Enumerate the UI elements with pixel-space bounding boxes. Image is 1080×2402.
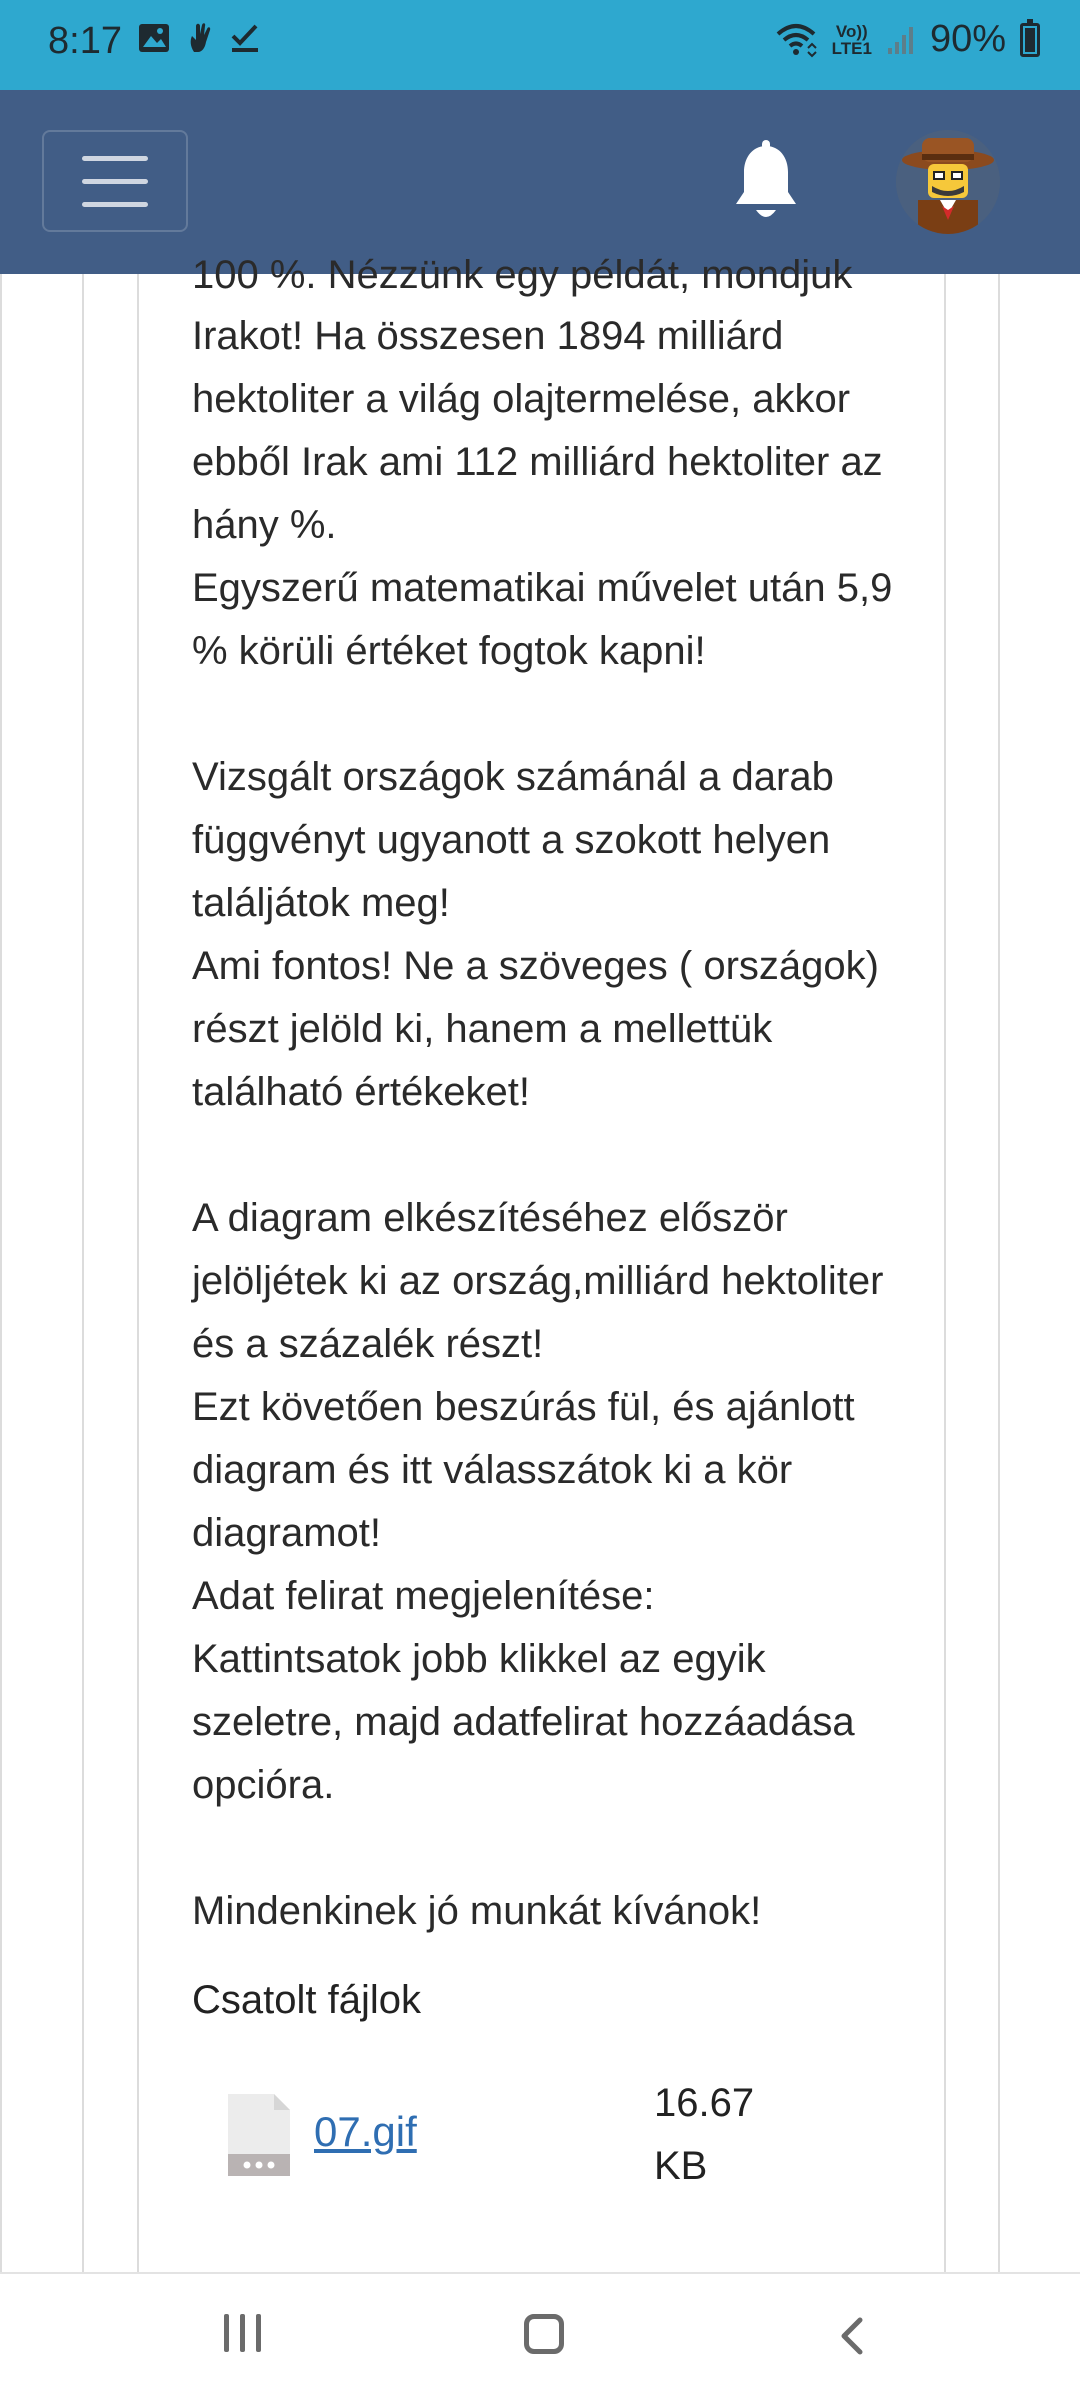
status-time: 8:17 — [48, 20, 122, 62]
paragraph: Ami fontos! Ne a szöveges ( országok) részt jelöld ki, hanem a mellettük található értékeket! — [192, 944, 879, 1114]
battery-icon — [1020, 23, 1040, 57]
frame-border — [998, 274, 1000, 2274]
avatar[interactable] — [896, 130, 1000, 234]
image-icon — [138, 23, 170, 53]
frame-border — [944, 274, 946, 2274]
home-icon[interactable] — [524, 2314, 564, 2354]
signal-icon — [886, 24, 916, 56]
menu-icon-bar — [82, 156, 148, 161]
status-bar — [0, 0, 1080, 90]
menu-icon-bar — [82, 202, 148, 207]
bell-icon[interactable] — [730, 140, 802, 224]
paragraph: Adat felirat megjelenítése: — [192, 1574, 655, 1618]
frame-border — [137, 274, 139, 2274]
clipped-text-line: 100 %. Nézzünk egy példát, mondjuk — [192, 253, 853, 297]
system-nav-bar — [0, 2272, 1080, 2402]
paragraph: Ezt követően beszúrás fül, és ajánlott diagram és itt válasszátok ki a kör diagramot! — [192, 1385, 855, 1555]
back-icon[interactable] — [832, 2316, 872, 2356]
file-size-value: 16.67 — [654, 2081, 755, 2125]
attachments-heading: Csatolt fájlok — [192, 1978, 421, 2022]
paragraph: Mindenkinek jó munkát kívánok! — [192, 1889, 762, 1933]
lte-indicator: Vo)) LTE1 — [831, 21, 872, 58]
page-border-left — [0, 274, 2, 2274]
avatar-image — [896, 130, 1000, 234]
battery-percent: 90% — [929, 18, 1006, 60]
hand-icon — [186, 22, 214, 54]
paragraph: Kattintsatok jobb klikkel az egyik szeletre, majd adatfelirat hozzáadása opcióra. — [192, 1637, 855, 1807]
post-body — [192, 305, 912, 1943]
menu-icon-bar — [82, 179, 148, 184]
recent-apps-icon[interactable] — [224, 2314, 261, 2352]
frame-border — [82, 274, 84, 2274]
paragraph: Egyszerű matematikai művelet után 5,9 % körüli értéket fogtok kapni! — [192, 566, 893, 673]
attachment-link[interactable]: 07.gif — [314, 2108, 417, 2155]
attachment-size — [654, 2072, 794, 2198]
paragraph: A diagram elkészítéséhez először jelöljétek ki az ország,milliárd hektoliter és a százalék részt! — [192, 1196, 884, 1366]
file-icon — [226, 2092, 292, 2178]
paragraph: Vizsgált országok számánál a darab függvényt ugyanott a szokott helyen találjátok meg! — [192, 755, 834, 925]
file-size-unit: KB — [654, 2144, 708, 2188]
paragraph: Irakot! Ha összesen 1894 milliárd hektoliter a világ olajtermelése, akkor ebből Irak ami 112 milliárd hektoliter az hány %. — [192, 314, 883, 547]
menu-button[interactable] — [42, 130, 188, 232]
wifi-icon — [774, 22, 818, 58]
notification-icons — [138, 22, 260, 54]
checkmark-icon — [230, 23, 260, 53]
